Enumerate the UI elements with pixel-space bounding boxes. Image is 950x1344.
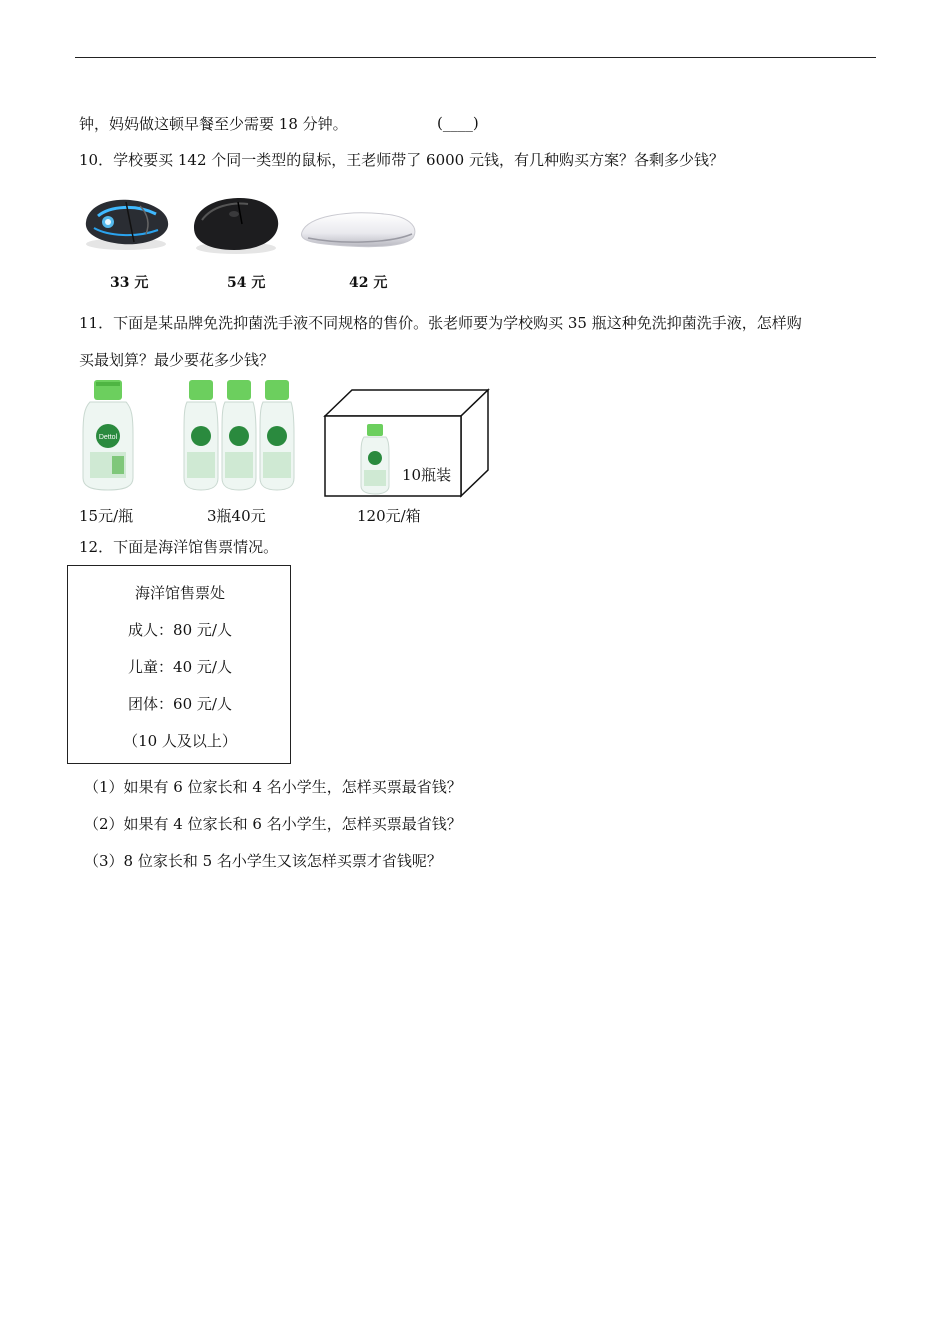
q12-sub-1: （1）如果有 6 位家长和 4 名小学生，怎样买票最省钱？ [84, 778, 462, 796]
bottle-price-single: 15元/瓶 [79, 507, 134, 525]
q10-text: 10．学校要买 142 个同一类型的鼠标，王老师带了 6000 元钱，有几种购买方案？各剩多少钱？ [79, 151, 724, 169]
q12-sub-3: （3）8 位家长和 5 名小学生又该怎样买票才省钱呢？ [84, 852, 442, 870]
ticket-group-note: （10 人及以上） [123, 732, 237, 750]
bottle-price-three: 3瓶40元 [207, 507, 266, 525]
ticket-office-box [67, 565, 291, 764]
gaming-mouse-image [78, 192, 174, 258]
sanitizer-bottle-image [80, 378, 136, 494]
q9-tail-text: 钟，妈妈做这顿早餐至少需要 18 分钟。 [79, 115, 348, 133]
header-rule [75, 57, 876, 58]
q12-sub-2: （2）如果有 4 位家长和 6 名小学生，怎样买票最省钱？ [84, 815, 462, 833]
q12-text: 12．下面是海洋馆售票情况。 [79, 538, 279, 556]
ticket-price-group: 团体：60 元/人 [128, 695, 232, 713]
three-bottles-image [183, 378, 295, 494]
q11-text-line1: 11．下面是某品牌免洗抑菌洗手液不同规格的售价。张老师要为学校购买 35 瓶这种免洗抑菌洗手液，怎样购 [79, 314, 802, 332]
mouse-price-1: 33 元 [110, 275, 149, 291]
ticket-box-title: 海洋馆售票处 [134, 584, 225, 602]
mouse-price-3: 42 元 [349, 275, 388, 291]
black-mouse-image [188, 194, 284, 258]
white-mouse-image [298, 208, 420, 252]
bottle-brand-1: Dettol [98, 434, 118, 441]
box-label: 10瓶装 [402, 466, 452, 484]
box-price: 120元/箱 [357, 507, 421, 525]
mouse-price-2: 54 元 [227, 275, 266, 291]
ticket-price-child: 儿童：40 元/人 [128, 658, 232, 676]
q9-answer-blank: (____) [437, 114, 479, 132]
q11-text-line2: 买最划算？最少要花多少钱？ [79, 351, 275, 369]
ticket-price-adult: 成人：80 元/人 [128, 621, 232, 639]
